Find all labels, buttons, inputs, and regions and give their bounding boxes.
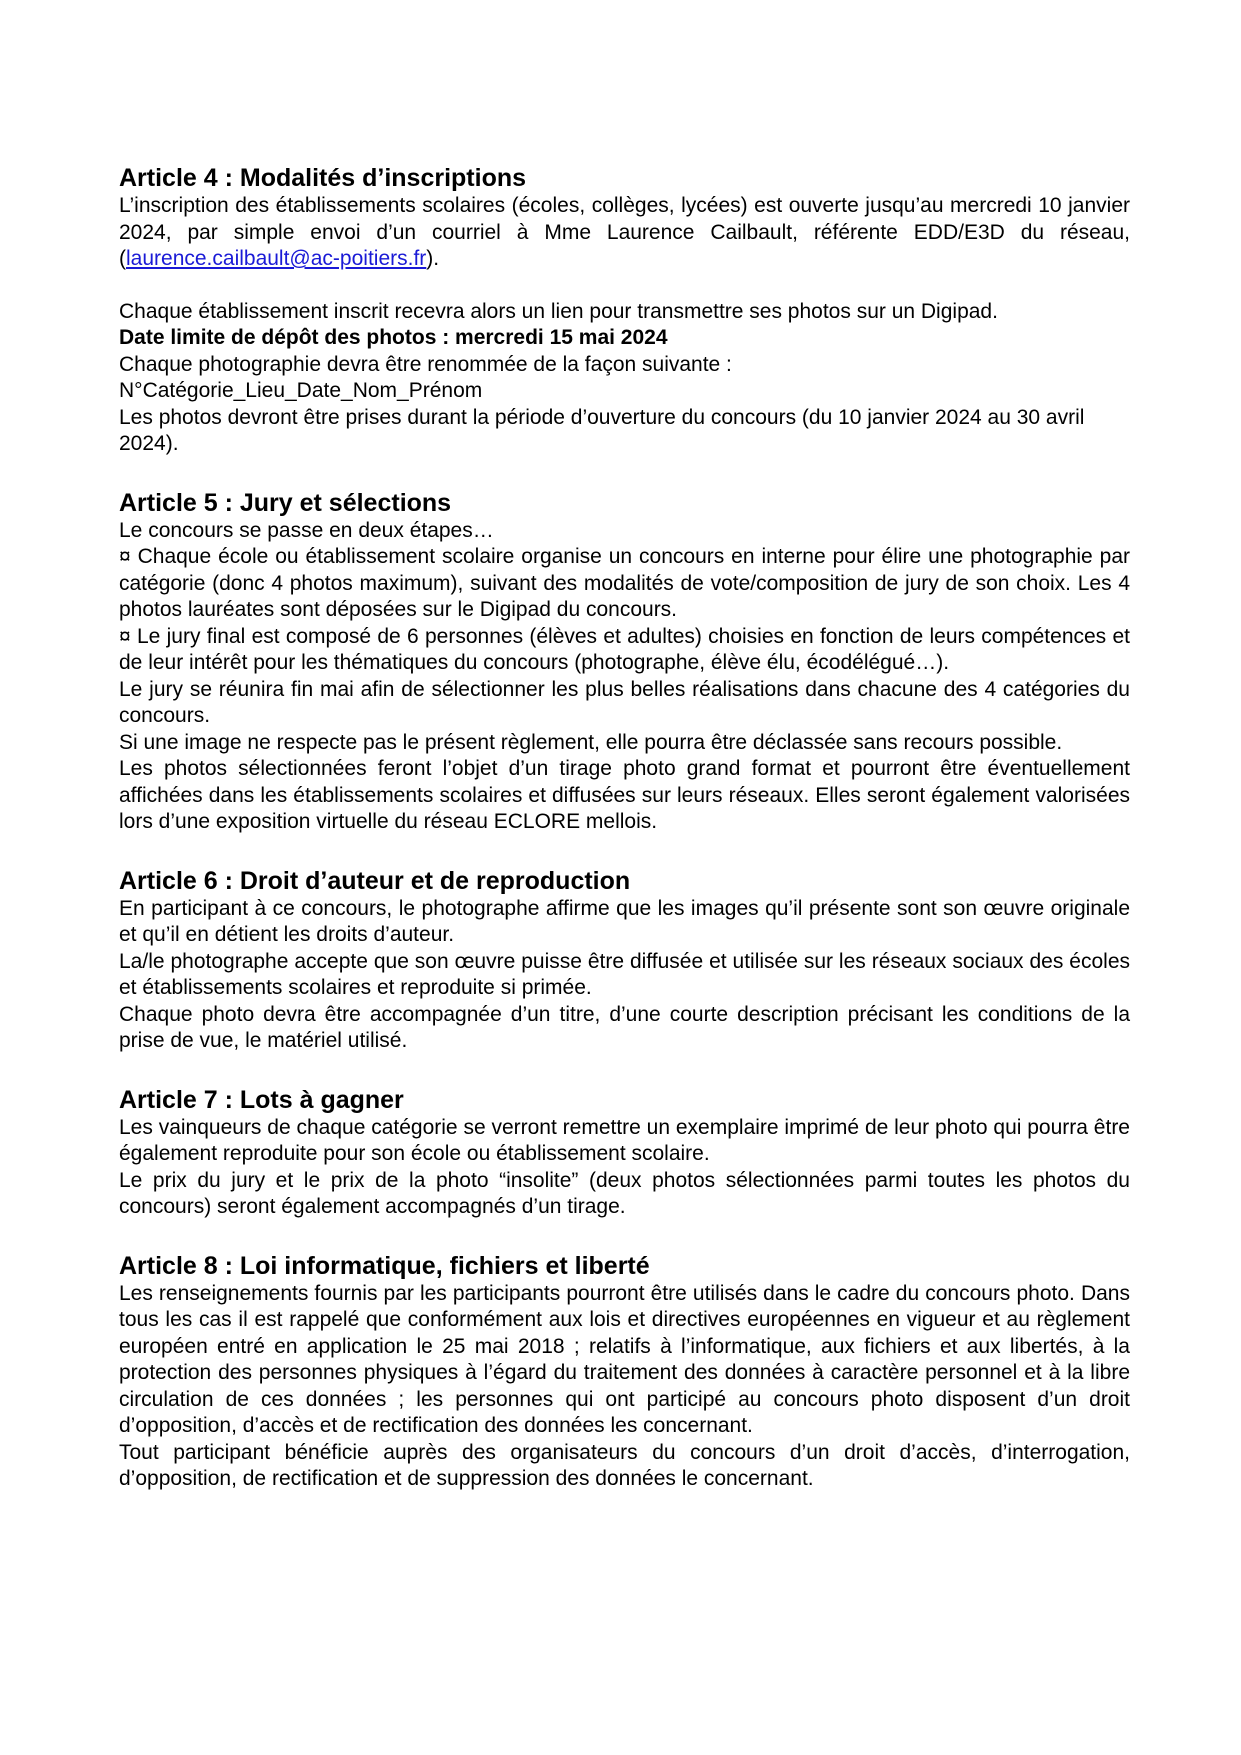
- contact-email-link[interactable]: laurence.cailbault@ac-poitiers.fr: [126, 247, 427, 270]
- article-4-digipad-paragraph: Chaque établissement inscrit recevra alors un lien pour transmettre ses photos sur un Digipad.: [119, 299, 998, 323]
- article-8: [119, 1251, 1130, 1493]
- article-8-participant-rights: Tout participant bénéficie auprès des organisateurs du concours d’un droit d’accès, d’interrogation, d’opposition, de rectification et de suppression des données le concernant.: [119, 1440, 1130, 1490]
- article-4-filename-format: N°Catégorie_Lieu_Date_Nom_Prénom: [119, 379, 483, 402]
- article-5-jury-meeting: Le jury se réunira fin mai afin de sélectionner les plus belles réalisations dans chacune des 4 catégories du concours.: [119, 677, 1130, 727]
- article-6-diffusion: La/le photographe accepte que son œuvre puisse être diffusée et utilisée sur les réseaux sociaux des écoles et établissements scolaires et reproduite si primée.: [119, 949, 1130, 999]
- article-5-selected-photos: Les photos sélectionnées feront l’objet d’un tirage photo grand format et pourront être éventuellement affichées dans les établissements scolaires et diffusées sur leurs réseaux. Elles seront également valorisées lors d’une exposition virtuelle du réseau ECLORE mellois.: [119, 757, 1130, 833]
- article-5: [119, 488, 1130, 836]
- article-5-disqualification: Si une image ne respecte pas le présent règlement, elle pourra être déclassée sans recours possible.: [119, 730, 1063, 754]
- article-4-title: Article 4 : Modalités d’inscriptions: [119, 164, 527, 192]
- article-5-step-two: ¤ Le jury final est composé de 6 personnes (élèves et adultes) choisies en fonction de leurs compétences et de leur intérêt pour les thématiques du concours (photographe, élève élu, écodélégué…).: [119, 624, 1130, 674]
- article-7-special-prizes: Le prix du jury et le prix de la photo “insolite” (deux photos sélectionnées parmi toutes les photos du concours) seront également accompagnés d’un tirage.: [119, 1168, 1130, 1218]
- article-4: [119, 163, 1130, 458]
- article-4-registration-paragraph: [119, 193, 1130, 273]
- article-4-deadline: Date limite de dépôt des photos : mercredi 15 mai 2024: [119, 326, 668, 349]
- document-page: [119, 163, 1130, 1493]
- article-4-registration-text-end: ).: [426, 247, 440, 270]
- article-5-step-one: ¤ Chaque école ou établissement scolaire organise un concours en interne pour élire une photographie par catégorie (donc 4 photos maximum), suivant des modalités de vote/composition de jury de son choix. Les 4 photos lauréates sont déposées sur le Digipad du concours.: [119, 545, 1130, 621]
- article-6-description: Chaque photo devra être accompagnée d’un titre, d’une courte description précisant les conditions de la prise de vue, le matériel utilisé.: [119, 1002, 1130, 1052]
- article-7: [119, 1085, 1130, 1221]
- article-6: [119, 866, 1130, 1055]
- article-8-data-usage: Les renseignements fournis par les participants pourront être utilisés dans le cadre du concours photo. Dans tous les cas il est rappelé que conformément aux lois et directives européennes en vigueur et au règlement européen entré en application le 25 mai 2018 ; relatifs à l’informatique, aux fichiers et aux libertés, à la protection des personnes physiques à l’égard du traitement des données à caractère personnel et à la libre circulation de ces données ; les personnes qui ont participé au concours photo disposent d’un droit d’opposition, d’accès et de rectification des données les concernant.: [119, 1281, 1130, 1437]
- article-6-title: Article 6 : Droit d’auteur et de reproduction: [119, 866, 631, 895]
- article-5-title: Article 5 : Jury et sélections: [119, 488, 452, 517]
- article-4-period-paragraph: Les photos devront être prises durant la période d’ouverture du concours (du 10 janvier 2024 au 30 avril 2024).: [119, 405, 1085, 455]
- article-7-winners: Les vainqueurs de chaque catégorie se verront remettre un exemplaire imprimé de leur photo qui pourra être également reproduite pour son école ou établissement scolaire.: [119, 1115, 1130, 1165]
- article-8-title: Article 8 : Loi informatique, fichiers et liberté: [119, 1251, 650, 1280]
- article-4-registration-text: L’inscription des établissements scolaires (écoles, collèges, lycées) est ouverte jusqu’au mercredi 10 janvier 2024, par simple envoi d’un courriel à Mme Laurence Cailbault, référente EDD/E3D du réseau, (: [119, 194, 1130, 270]
- article-6-originality: En participant à ce concours, le photographe affirme que les images qu’il présente sont son œuvre originale et qu’il en détient les droits d’auteur.: [119, 896, 1130, 946]
- article-4-rename-instruction: Chaque photographie devra être renommée de la façon suivante :: [119, 352, 732, 376]
- article-5-intro: Le concours se passe en deux étapes…: [119, 518, 494, 542]
- article-7-title: Article 7 : Lots à gagner: [119, 1085, 404, 1114]
